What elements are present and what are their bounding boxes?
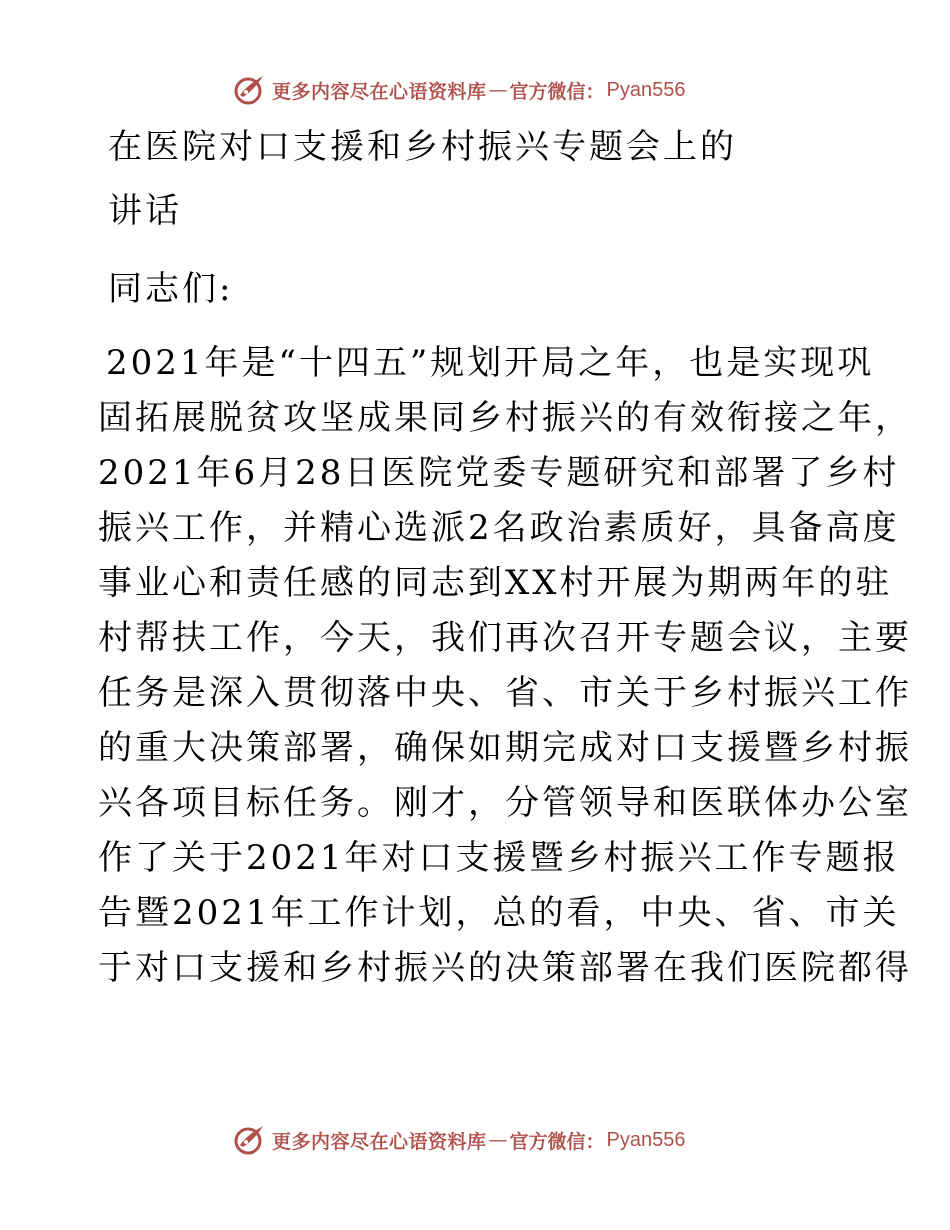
banner-dash: — [488,79,508,101]
body-line: 2021年是“十四五”规划开局之年，也是实现巩 [106,343,875,383]
banner-wechat-id: Pyan556 [606,1128,686,1151]
footer-watermark-banner [232,1120,732,1160]
body-line: 告暨2021年工作计划，总的看，中央、省、市关 [98,893,900,933]
body-line: 固拓展脱贫攻坚成果同乡村振兴的有效衔接之年， [98,398,912,438]
banner-wechat-label: 官方微信： [509,1130,605,1153]
greeting: 同志们: [108,269,234,309]
banner-wechat-id: Pyan556 [606,78,686,101]
body-line: 振兴工作，并精心选派2名政治素质好，具备高度 [98,508,900,548]
body-line: 事业心和责任感的同志到XX村开展为期两年的驻 [98,563,893,603]
body-line: 2021年6月28日医院党委专题研究和部署了乡村 [98,453,900,493]
banner-dash: — [488,1129,508,1151]
banner-main-text: 更多内容尽在心语资料库 [272,1130,487,1153]
body-line: 任务是深入贯彻落中央、省、市关于乡村振兴工作 [98,673,912,713]
banner-main-text: 更多内容尽在心语资料库 [272,80,487,103]
document-title-line-1: 在医院对口支援和乡村振兴专题会上的 [108,127,737,167]
body-line: 兴各项目标任务。刚才，分管领导和医联体办公室 [98,783,912,823]
document-content [98,118,912,996]
body-line: 村帮扶工作，今天，我们再次召开专题会议，主要 [98,618,912,658]
quill-logo-icon [232,73,266,107]
body-line: 作了关于2021年对口支援暨乡村振兴工作专题报 [98,838,900,878]
body-line: 于对口支援和乡村振兴的决策部署在我们医院都得 [98,948,912,988]
body-paragraph [98,336,912,996]
header-watermark-banner [232,70,732,110]
document-title-line-2: 讲话 [108,191,182,231]
quill-logo-icon [232,1123,266,1157]
body-line: 的重大决策部署，确保如期完成对口支援暨乡村振 [98,728,912,768]
banner-wechat-label: 官方微信： [509,80,605,103]
